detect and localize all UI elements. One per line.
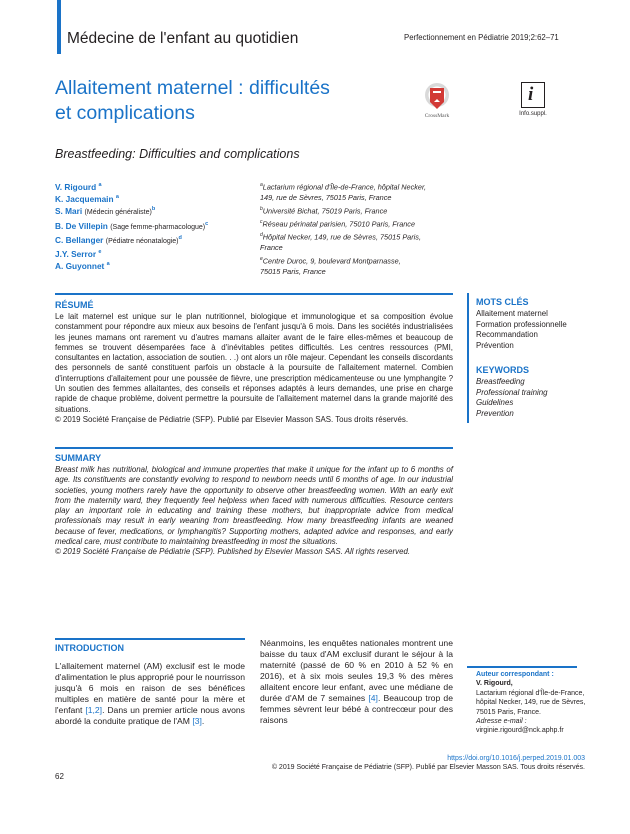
crossmark-label: CrossMark: [424, 113, 450, 119]
citation-link[interactable]: [1,2]: [85, 705, 103, 715]
citation-link[interactable]: [3]: [192, 716, 202, 726]
introduction-column-1: L'allaitement maternel (AM) exclusif est le mode d'alimentation le plus approprié pour le nourrisson jusqu'à 6 mois en raison de ses bénéfices multiples en matière de santé pour la mère et l'enfant [1,2]. Dans un premier article nous avons abordé la conduite pratique de l'AM [3].: [55, 661, 245, 726]
affiliation-d: $^d$Hôpital Necker, 149, rue de Sèvres, 75015 Paris, France: [260, 232, 421, 253]
correspondence-name: V. Rigourd,: [476, 680, 513, 688]
mots-cles-item: Allaitement maternel: [476, 309, 548, 318]
mots-cles-item: Formation professionnelle: [476, 319, 567, 329]
author-4: B. De Villepin (Sage femme-pharmacologue)$^c$: [55, 220, 209, 231]
supplementary-info-badge[interactable]: [513, 82, 553, 117]
introduction-divider: [55, 638, 245, 640]
correspondence-email[interactable]: virginie.rigourd@nck.aphp.fr: [476, 727, 564, 735]
summary-body: [55, 465, 453, 558]
author-5: C. Bellanger (Pédiatre néonatalogie)$^d$: [55, 234, 182, 245]
author-6: J.Y. Serror $^e$: [55, 248, 102, 259]
doi-link[interactable]: https://doi.org/10.1016/j.perped.2019.01.003: [447, 755, 585, 762]
affiliation-e: $^e$Centre Duroc, 9, boulevard Montparnasse, 75015 Paris, France: [260, 255, 401, 277]
affiliation-c: $^c$Réseau périnatal parisien, 75010 Paris, France: [260, 218, 416, 229]
mots-cles-heading: MOTS CLÉS: [476, 297, 529, 307]
article-subtitle: Breastfeeding: Difficulties and complications: [55, 147, 300, 161]
resume-copyright: © 2019 Société Française de Pédiatrie (SFP). Publié par Elsevier Masson SAS. Tous droits réservés.: [55, 414, 409, 424]
mots-cles-item: Recommandation: [476, 330, 538, 340]
correspondence-rule: [467, 666, 577, 668]
keyword-item: Professional training: [476, 387, 548, 397]
summary-copyright: © 2019 Société Française de Pédiatrie (SFP). Published by Elsevier Masson SAS. All rights reserved.: [55, 547, 411, 557]
keyword-item: Prevention: [476, 409, 514, 419]
title-line-1: Allaitement maternel : difficultés: [55, 77, 330, 99]
journal-name: Médecine de l'enfant au quotidien: [67, 30, 299, 47]
resume-text: Le lait maternel est unique sur le plan nutritionnel, biologique et immunologique et sa composition évolue constamment pour répondre aux mieux aux besoins de l'enfant jusqu'à 6 mois. Dans les sociétés industrialisées les jeunes mamans ont rarement vu d'autres mamans allaiter avant de le faire elles-mêmes et beaucoup de femmes se trouvent désemparées face à d'inévitables petites difficultés. Les centres ressources (PMI, consultantes en lactation, association de soutien. . .) ont alors un rôle majeur. Cependant les conseils discordants des personnels de santé constituent parfois un obstacle à la poursuite de l'allaitement maternel. Combien d'interruptions d'allaitement pour une poussée de fièvre, une prescription médicamenteuse ou une lymphangite ? Un soutien des femmes allaitantes, des conseils et réponses adaptés à leurs demandes, une prise en charge rapide de chaque problème, doivent permettre la poursuite de l'allaitement maternel dans la grande majorité des situations.: [55, 312, 453, 414]
article-title: [55, 76, 415, 126]
title-line-2: et complications: [55, 102, 195, 124]
page-number: 62: [55, 772, 64, 781]
keyword-item: Breastfeeding: [476, 377, 525, 386]
affiliation-b: $^b$Université Bichat, 75019 Paris, France: [260, 205, 388, 216]
info-icon: i: [521, 82, 545, 108]
crossmark-badge[interactable]: [417, 82, 457, 119]
keywords-heading: KEYWORDS: [476, 365, 530, 375]
citation-link[interactable]: [4]: [368, 693, 378, 703]
author-3: S. Mari (Médecin généraliste)$^b$: [55, 206, 156, 217]
footer-copyright: © 2019 Société Française de Pédiatrie (SFP). Publié par Elsevier Masson SAS. Tous droits réservés.: [271, 764, 585, 771]
header-accent-bar: [57, 0, 61, 54]
keyword-item: Guidelines: [476, 398, 514, 408]
introduction-heading: INTRODUCTION: [55, 643, 124, 653]
keywords-list: [476, 377, 548, 420]
abstract-divider: [55, 293, 453, 295]
affiliation-a: $^a$Lactarium régional d'Île-de-France, hôpital Necker, 149, rue de Sèvres, 75015 Paris, France: [260, 182, 427, 203]
summary-text: Breast milk has nutritional, biological and immune properties that make it unique for the infant up to 6 months of age. Its constituents are constantly evolving to respond to newborn needs until 6 months of age. In our industrial societies, young mothers rarely have the opportunity to observe other breastfeeding women. With an early exit from the maternity ward, they frequently feel helpless when faced with numerous difficulties. Resource centers play an important role in educating and training these mothers, but inappropriate advice from medical professionals may result in early weaning from breastfeeding. How many breastfeeding infants are weaned because of fever, medications, or lymphangitis? Supporting mothers, adapted advice and responses, and early medical care, must contribute to maintaining breastfeeding in most the situations.: [55, 465, 453, 547]
author-1: V. Rigourd $^a$: [55, 181, 102, 192]
affiliation-list: [260, 180, 460, 278]
resume-body: [55, 312, 453, 425]
supplementary-info-label: Info.suppl.: [519, 111, 547, 117]
author-list: [55, 180, 260, 271]
summary-heading: SUMMARY: [55, 453, 102, 463]
author-2: K. Jacquemain $^a$: [55, 193, 119, 204]
email-label: Adresse e-mail :: [476, 718, 527, 726]
summary-divider: [55, 447, 453, 449]
author-7: A. Guyonnet $^a$: [55, 260, 110, 271]
introduction-column-2: Néanmoins, les enquêtes nationales montrent une baisse du taux d'AM exclusif durant le séjour à la maternité (passé de 60 % en 2010 à 52 % en 2016), et à six mois seules 19,3 % des mères allaitent encore leur enfant, avec une médiane de durée d'AM de 7 semaines [4]. Beaucoup trop de femmes sèvrent leur bébé à contrecœur pour des raisons: [260, 638, 453, 725]
journal-reference: Perfectionnement en Pédiatrie 2019;2:62–71: [404, 33, 559, 42]
mots-cles-item: Prévention: [476, 341, 514, 351]
keywords-sidebar-rule: [467, 293, 469, 423]
mots-cles-list: [476, 309, 567, 352]
correspondence-block: [476, 670, 586, 736]
resume-heading: RÉSUMÉ: [55, 300, 94, 310]
correspondence-address: Lactarium régional d'Île-de-France, hôpital Necker, 149, rue de Sèvres, 75015 Paris, France.: [476, 689, 586, 716]
crossmark-icon: [424, 82, 450, 112]
correspondence-heading: Auteur correspondant :: [476, 671, 554, 678]
